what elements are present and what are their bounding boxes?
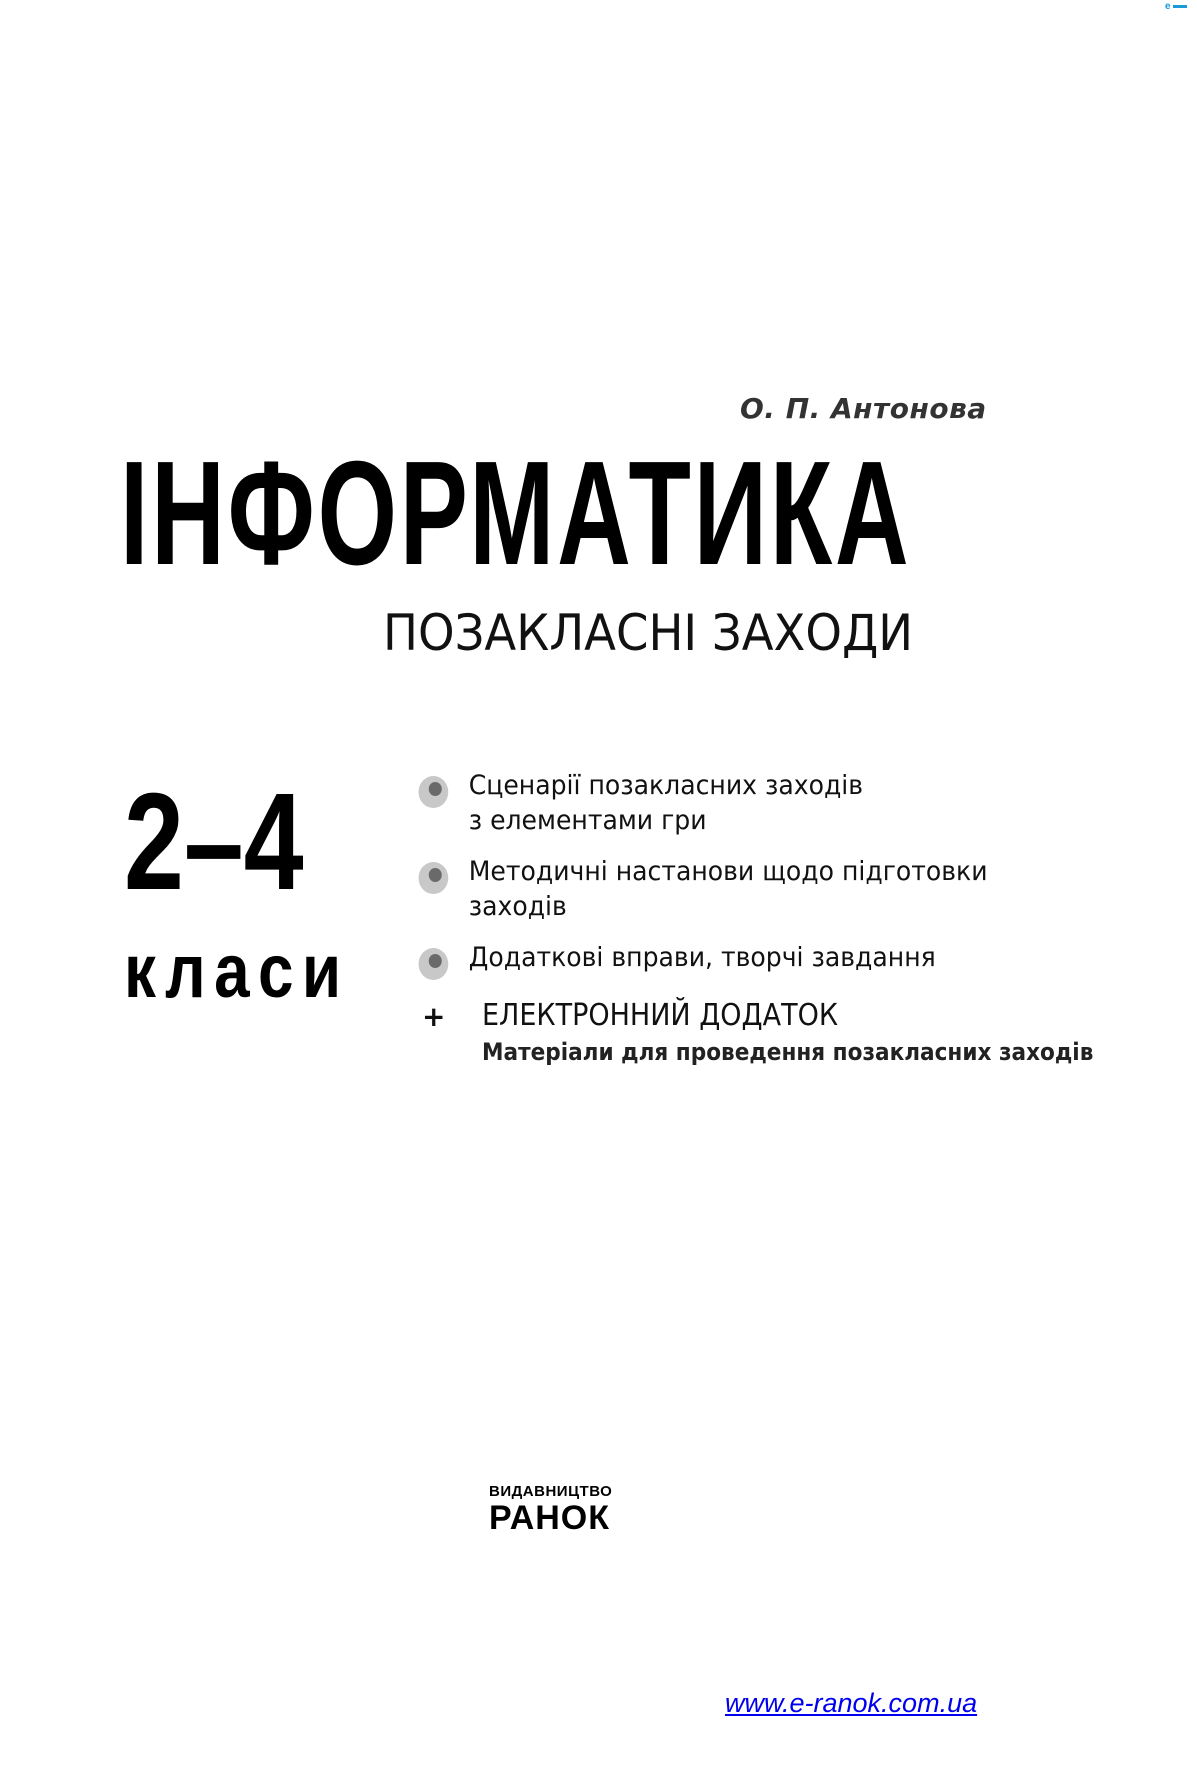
website-link[interactable]: www.e-ranok.com.ua: [725, 1688, 978, 1718]
feature-line: заходів: [468, 891, 567, 922]
supplement-title: ЕЛЕКТРОННИЙ ДОДАТОК: [482, 998, 839, 1033]
publisher-label: ВИДАВНИЦТВО: [489, 1483, 613, 1500]
feature-item: [412, 768, 1063, 838]
feature-line: Сценарії позакласних заходів: [468, 770, 864, 801]
feature-line: Методичні настанови щодо підготовки: [468, 856, 988, 887]
grade-range: 2–4: [124, 765, 304, 919]
book-title: ІНФОРМАТИКА: [120, 431, 912, 596]
gray-circle-bullet-icon: [417, 860, 450, 896]
feature-line: Додаткові вправи, творчі завдання: [468, 942, 936, 973]
feature-list: [412, 768, 1112, 975]
feature-item: [412, 854, 1063, 924]
e-ranok-corner-logo-icon: [1163, 0, 1189, 12]
feature-line: з елементами гри: [468, 805, 707, 836]
plus-marker: +: [422, 1000, 446, 1033]
grade-word: класи: [124, 929, 350, 1014]
supplement-description: Матеріали для проведення позакласних заходів: [482, 1038, 1094, 1066]
gray-circle-bullet-icon: [417, 946, 450, 982]
feature-item: [412, 940, 1063, 975]
publisher-name: РАНОК: [489, 1499, 610, 1537]
svg-text:e: e: [1165, 1, 1171, 12]
gray-circle-bullet-icon: [417, 774, 450, 810]
author-name: О. П. Антонова: [740, 392, 987, 425]
book-subtitle: ПОЗАКЛАСНІ ЗАХОДИ: [383, 604, 914, 662]
publisher-logo: [489, 1484, 619, 1535]
